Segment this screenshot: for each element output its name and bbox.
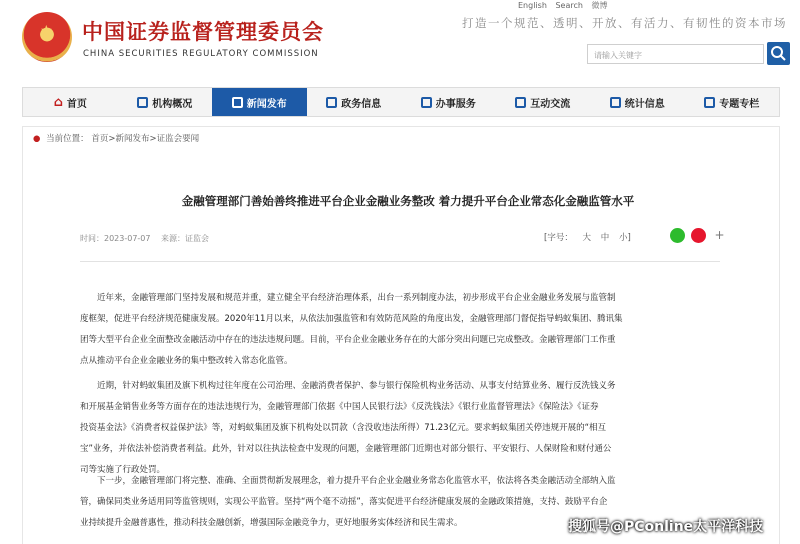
main-nav <box>22 87 780 117</box>
nav-item-services[interactable] <box>401 88 496 116</box>
top-link-search[interactable]: Search <box>555 1 583 10</box>
paragraph-line: 近年来，金融管理部门坚持发展和规范并重，建立健全平台经济治理体系，出台一系列制度办法，初步形成平台企业金融业务发展与监管制 <box>97 293 616 303</box>
breadcrumb-path[interactable]: 首页>新闻发布>证监会要闻 <box>91 134 200 144</box>
nav-item-label: 新闻发布 <box>246 98 287 110</box>
search-button[interactable] <box>767 42 790 65</box>
chat-icon <box>515 97 526 108</box>
news-icon <box>232 97 243 108</box>
people-icon <box>137 97 148 108</box>
document-icon <box>326 97 337 108</box>
paragraph-line: 度框架，促进平台经济规范健康发展。2020年11月以来，从依法加强监管和有效防范风险的角度出发，金融管理部门督促指导蚂蚁集团、腾讯集 <box>80 314 623 324</box>
divider <box>80 261 720 262</box>
font-size-label: [字号： <box>544 233 573 243</box>
nav-item-about[interactable] <box>118 88 213 116</box>
content-frame <box>22 126 780 544</box>
paragraph-line: 近期，针对蚂蚁集团及旗下机构过往年度在公司治理、金融消费者保护、参与银行保险机构业务活动、从事支付结算业务、履行反洗钱义务 <box>97 381 616 391</box>
chart-icon <box>610 97 621 108</box>
paragraph-line: 点从推动平台企业金融业务的集中整改转入常态化监管。 <box>80 356 293 366</box>
location-pin-icon: ● <box>33 134 41 144</box>
paragraph-line: 业持续提升金融普惠性，推动科技金融创新，增强国际金融竞争力，更好地服务实体经济和民生需求。 <box>80 518 463 528</box>
article-paragraph-1 <box>80 288 728 372</box>
home-icon: ⌂ <box>53 94 63 110</box>
nav-item-news[interactable] <box>212 88 307 116</box>
nav-item-label: 机构概况 <box>152 98 193 110</box>
top-links <box>518 0 613 11</box>
site-title: 中国证券监督管理委员会 <box>82 19 324 44</box>
nav-item-label: 办事服务 <box>435 98 476 110</box>
national-emblem-logo: ★ <box>22 12 72 62</box>
nav-item-label: 政务信息 <box>341 98 382 110</box>
more-share-icon[interactable]: + <box>714 228 725 242</box>
book-icon <box>704 97 715 108</box>
site-subtitle: CHINA SECURITIES REGULATORY COMMISSION <box>83 49 319 59</box>
nav-item-topics[interactable] <box>685 88 780 116</box>
article-title: 金融管理部门善始善终推进平台企业金融业务整改 着力提升平台企业常态化金融监管水平 <box>181 194 635 208</box>
article-meta <box>80 233 217 244</box>
paragraph-line: 和开展基金销售业务等方面存在的违法违规行为，金融管理部门依据《中国人民银行法》《反洗钱法》《银行业监督管理法》《保险法》《证券 <box>80 402 599 412</box>
article-paragraph-2 <box>80 376 728 481</box>
paragraph-line: 下一步，金融管理部门将完整、准确、全面贯彻新发展理念，着力提升平台企业金融业务常态化监管水平，依法将各类金融活动全部纳入监 <box>97 476 616 486</box>
top-link-english[interactable]: English <box>518 1 547 10</box>
nav-item-label: 统计信息 <box>624 98 665 110</box>
article-source: 来源：证监会 <box>161 234 210 243</box>
breadcrumb-prefix: 当前位置： <box>46 134 89 144</box>
paragraph-line: 司等实施了行政处罚。 <box>80 465 166 475</box>
site-slogan: 打造一个规范、透明、开放、有活力、有韧性的资本市场 <box>462 16 787 30</box>
article-date: 时间：2023-07-07 <box>80 234 151 243</box>
folder-icon <box>421 97 432 108</box>
paragraph-line: 投资基金法》《消费者权益保护法》等，对蚂蚁集团及旗下机构处以罚款（含没收违法所得）71.23亿元。要求蚂蚁集团关停违规开展的“相互 <box>80 423 606 433</box>
font-size-tools <box>544 231 638 243</box>
site-header <box>0 0 800 85</box>
nav-item-label: 首页 <box>66 98 87 110</box>
nav-item-gov-info[interactable] <box>307 88 402 116</box>
font-size-small-button[interactable]: 小] <box>618 233 631 243</box>
watermark: 搜狐号@PConline太平洋科技 <box>568 519 764 535</box>
paragraph-line: 宝”业务，并依法补偿消费者利益。此外，针对以往执法检查中发现的问题，金融管理部门近期也对部分银行、平安银行、人保财险和财付通公 <box>80 444 612 454</box>
nav-item-home[interactable] <box>23 88 118 116</box>
font-size-large-button[interactable]: 大 <box>582 233 592 243</box>
top-link-weibo[interactable]: 微博 <box>591 1 608 10</box>
nav-item-label: 互动交流 <box>530 98 571 110</box>
nav-item-statistics[interactable] <box>590 88 685 116</box>
weibo-share-icon[interactable] <box>691 228 706 243</box>
article-container <box>70 151 746 544</box>
wechat-share-icon[interactable] <box>670 228 685 243</box>
nav-item-interaction[interactable] <box>496 88 591 116</box>
font-size-medium-button[interactable]: 中 <box>600 233 610 243</box>
paragraph-line: 团等大型平台企业全面整改金融活动中存在的违法违规问题。目前，平台企业金融业务存在的大部分突出问题已完成整改。金融管理部门工作重 <box>80 335 616 345</box>
share-bar <box>670 228 733 243</box>
search-icon <box>767 42 790 65</box>
nav-item-label: 专题专栏 <box>719 98 760 110</box>
search-input[interactable]: 请输入关键字 <box>587 44 764 64</box>
breadcrumb <box>33 132 199 144</box>
paragraph-line: 管，确保同类业务适用同等监管规则，实现公平监管。坚持“两个毫不动摇”，落实促进平台经济健康发展的金融政策措施，支持、鼓励平台企 <box>80 497 608 507</box>
